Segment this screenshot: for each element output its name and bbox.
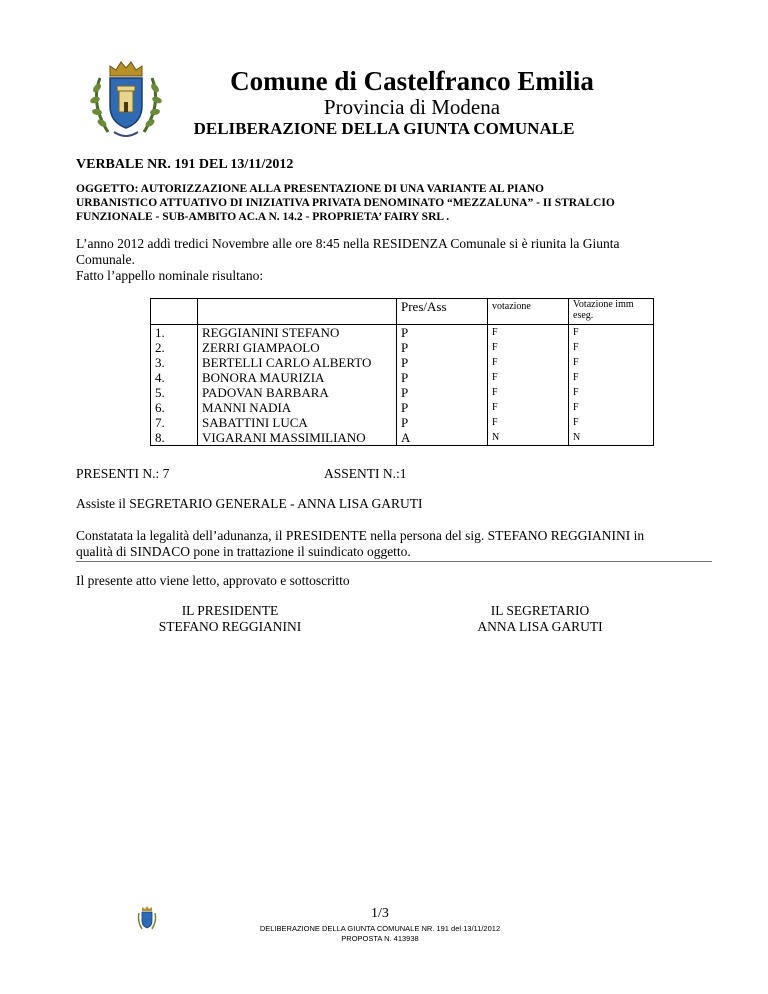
cell-imm: F: [569, 340, 654, 355]
cell-votazione: F: [488, 355, 569, 370]
cell-votazione: F: [488, 415, 569, 430]
cell-name: ZERRI GIAMPAOLO: [198, 340, 397, 355]
header-cell-pres: Pres/Ass: [397, 299, 488, 325]
intro-paragraph: [76, 236, 706, 284]
oggetto-line: URBANISTICO ATTUATIVO DI INIZIATIVA PRIVATA DENOMINATO “MEZZALUNA” - II STRALCIO: [76, 197, 615, 209]
header-cell-name: [198, 299, 397, 325]
cell-number: 1.: [151, 325, 198, 341]
cell-number: 8.: [151, 430, 198, 446]
cell-number: 2.: [151, 340, 198, 355]
table-row: [151, 340, 654, 355]
header-cell-votazione: votazione: [488, 299, 569, 325]
cell-presence: P: [397, 325, 488, 341]
cell-imm: F: [569, 400, 654, 415]
table-row: [151, 400, 654, 415]
divider: [76, 561, 712, 562]
cell-number: 7.: [151, 415, 198, 430]
cell-presence: P: [397, 355, 488, 370]
constatata-line: Constatata la legalità dell’adunanza, il PRESIDENTE nella persona del sig. STEFANO REGGIANINI in: [76, 528, 645, 543]
assenti-count: ASSENTI N.:1: [324, 466, 407, 481]
cell-number: 6.: [151, 400, 198, 415]
segretario-signature: [440, 603, 640, 635]
cell-votazione: F: [488, 340, 569, 355]
presidente-signature: [130, 603, 330, 635]
presidente-role: IL PRESIDENTE: [181, 603, 279, 618]
cell-name: MANNI NADIA: [198, 400, 397, 415]
oggetto-line: OGGETTO: AUTORIZZAZIONE ALLA PRESENTAZIONE DI UNA VARIANTE AL PIANO: [76, 183, 545, 195]
cell-presence: P: [397, 400, 488, 415]
letto-line: Il presente atto viene letto, approvato e sottoscritto: [76, 573, 350, 588]
cell-name: VIGARANI MASSIMILIANO: [198, 430, 397, 446]
cell-votazione: N: [488, 430, 569, 446]
cell-imm: F: [569, 415, 654, 430]
footer-deliberation-line: DELIBERAZIONE DELLA GIUNTA COMUNALE NR. 191 del 13/11/2012: [259, 924, 501, 933]
oggetto-block: [76, 182, 716, 224]
cell-presence: P: [397, 415, 488, 430]
cell-number: 3.: [151, 355, 198, 370]
table-header-row: [151, 299, 654, 325]
cell-name: REGGIANINI STEFANO: [198, 325, 397, 341]
intro-line: Fatto l’appello nominale risultano:: [76, 268, 264, 283]
page-number: 1/3: [371, 906, 389, 921]
cell-name: BERTELLI CARLO ALBERTO: [198, 355, 397, 370]
cell-name: SABATTINI LUCA: [198, 415, 397, 430]
intro-line: Comunale.: [76, 252, 135, 267]
table-row: [151, 355, 654, 370]
cell-presence: P: [397, 385, 488, 400]
cell-presence: P: [397, 370, 488, 385]
table-row: [151, 415, 654, 430]
table-row: [151, 370, 654, 385]
intro-line: L’anno 2012 addì tredici Novembre alle ore 8:45 nella RESIDENZA Comunale si è riunita la Giunta: [76, 236, 620, 251]
oggetto-line: FUNZIONALE - SUB-AMBITO AC.A N. 14.2 - PROPRIETA’ FAIRY SRL .: [76, 211, 450, 223]
cell-imm: N: [569, 430, 654, 446]
cell-votazione: F: [488, 400, 569, 415]
header-cell-num: [151, 299, 198, 325]
segretario-name: ANNA LISA GARUTI: [477, 619, 603, 634]
segretario-role: IL SEGRETARIO: [490, 603, 590, 618]
cell-imm: F: [569, 370, 654, 385]
constatata-paragraph: [76, 528, 706, 560]
footer-coat-of-arms-logo: [136, 905, 158, 933]
cell-votazione: F: [488, 385, 569, 400]
cell-presence: A: [397, 430, 488, 446]
province-subtitle: Provincia di Modena: [323, 95, 501, 119]
cell-votazione: F: [488, 325, 569, 341]
footer-proposta-line: PROPOSTA N. 413938: [341, 934, 419, 943]
presidente-name: STEFANO REGGIANINI: [158, 619, 302, 634]
cell-name: BONORA MAURIZIA: [198, 370, 397, 385]
cell-presence: P: [397, 340, 488, 355]
cell-imm: F: [569, 385, 654, 400]
table-row: [151, 385, 654, 400]
table-row: [151, 325, 654, 341]
verbale-number: VERBALE NR. 191 DEL 13/11/2012: [76, 157, 294, 172]
cell-number: 4.: [151, 370, 198, 385]
deliberation-heading: DELIBERAZIONE DELLA GIUNTA COMUNALE: [193, 119, 575, 138]
cell-imm: F: [569, 325, 654, 341]
table-row: [151, 430, 654, 446]
header-cell-imm: Votazione imm eseg.: [569, 299, 654, 325]
cell-name: PADOVAN BARBARA: [198, 385, 397, 400]
cell-number: 5.: [151, 385, 198, 400]
cell-votazione: F: [488, 370, 569, 385]
constatata-line: qualità di SINDACO pone in trattazione il suindicato oggetto.: [76, 544, 411, 559]
roll-call-table: [150, 298, 654, 446]
presenti-count: PRESENTI N.: 7: [76, 466, 170, 481]
cell-imm: F: [569, 355, 654, 370]
assiste-line: Assiste il SEGRETARIO GENERALE - ANNA LISA GARUTI: [76, 496, 423, 511]
page-title: Comune di Castelfranco Emilia: [230, 66, 594, 96]
